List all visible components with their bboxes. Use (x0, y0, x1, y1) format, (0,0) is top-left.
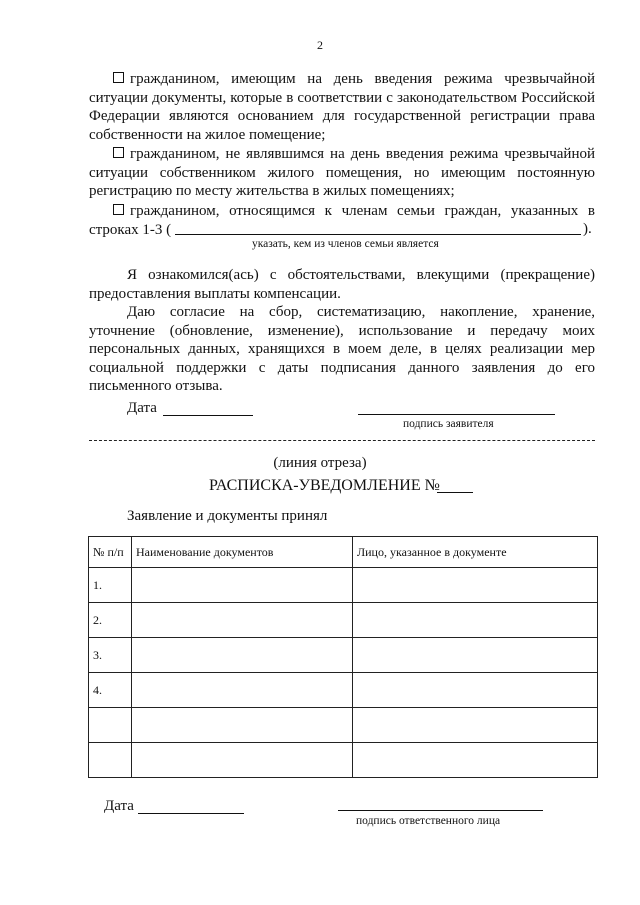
table-row (89, 568, 598, 603)
option-3-text: гражданином, относящимся к членам семьи граждан, указанных в строках 1-3 ( (89, 203, 595, 238)
date-label: Дата (127, 400, 157, 416)
receipt-number-field[interactable] (437, 492, 473, 493)
date-field[interactable] (163, 415, 253, 416)
option-2-text: гражданином, не являвшимся на день введения режима чрезвычайной ситуации собственником жилого помещения, но имеющим постоянную регистрацию по месту жительства в жилых помещениях; (89, 146, 595, 199)
person-cell[interactable] (353, 568, 598, 603)
date-field-2[interactable] (138, 813, 244, 814)
row-number: 4. (89, 673, 132, 708)
table-row (89, 673, 598, 708)
applicant-signature-field[interactable] (358, 414, 555, 415)
row-number: 3. (89, 638, 132, 673)
cut-line-label: (линия отреза) (273, 455, 367, 471)
table-row (89, 708, 598, 743)
page-number: 2 (317, 38, 323, 52)
col-person: Лицо, указанное в документе (353, 537, 598, 568)
official-signature-label: подпись ответственного лица (356, 815, 501, 827)
acknowledgement (89, 266, 595, 303)
documents-table (88, 536, 598, 778)
checkbox-icon[interactable] (113, 72, 124, 83)
table-row (89, 603, 598, 638)
col-document-name: Наименование документов (132, 537, 353, 568)
col-number: № п/п (89, 537, 132, 568)
cut-line (89, 440, 595, 441)
option-1-text: гражданином, имеющим на день введения режима чрезвычайной ситуации документы, которые в соответствии с законодательством Российской Федерации являются основанием для государственной регистрации права собственности на жилое помещение; (89, 71, 595, 143)
option-1 (89, 70, 595, 144)
row-number: 2. (89, 603, 132, 638)
checkbox-icon[interactable] (113, 147, 124, 158)
person-cell[interactable] (353, 743, 598, 778)
consent (89, 303, 595, 396)
option-3-close: ). (583, 221, 592, 237)
row-number (89, 743, 132, 778)
document-name-cell[interactable] (132, 673, 353, 708)
table-header-row (89, 537, 598, 568)
applicant-signature-label: подпись заявителя (403, 418, 494, 430)
document-name-cell[interactable] (132, 743, 353, 778)
official-signature-field[interactable] (338, 810, 543, 811)
acknowledgement-text: Я ознакомился(ась) с обстоятельствами, влекущими (прекращение) предоставления выплаты компенсации. (89, 267, 595, 302)
document-name-cell[interactable] (132, 708, 353, 743)
document-name-cell[interactable] (132, 638, 353, 673)
person-cell[interactable] (353, 638, 598, 673)
consent-text: Даю согласие на сбор, систематизацию, накопление, хранение, уточнение (обновление, изменение), использование и передачу моих персональных данных, хранящихся в моем деле, в целях реализации мер социальной поддержки с даты подписания данного заявления до его письменного отзыва. (89, 304, 595, 394)
person-cell[interactable] (353, 708, 598, 743)
checkbox-icon[interactable] (113, 204, 124, 215)
date-label-2: Дата (104, 798, 134, 814)
accepted-label: Заявление и документы принял (127, 508, 328, 524)
table-row (89, 743, 598, 778)
family-member-field[interactable] (175, 234, 581, 235)
family-hint: указать, кем из членов семьи является (252, 238, 439, 250)
option-2 (89, 145, 595, 201)
row-number (89, 708, 132, 743)
row-number: 1. (89, 568, 132, 603)
document-name-cell[interactable] (132, 568, 353, 603)
table-row (89, 638, 598, 673)
person-cell[interactable] (353, 673, 598, 708)
document-name-cell[interactable] (132, 603, 353, 638)
person-cell[interactable] (353, 603, 598, 638)
receipt-title: РАСПИСКА-УВЕДОМЛЕНИЕ № (209, 477, 440, 494)
